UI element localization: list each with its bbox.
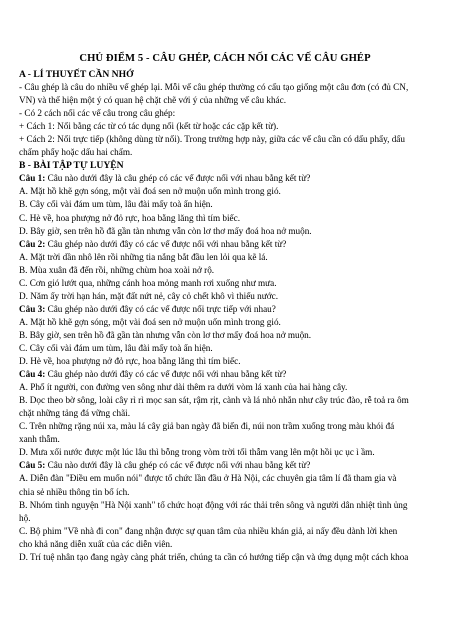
question-number: Câu 5:	[19, 460, 46, 471]
theory-line: - Câu ghép là câu do nhiều vế ghép lại. Mỗi vế câu ghép thường có cấu tạo giống một câu đơn (có đủ CN,	[19, 82, 409, 93]
answer-option: C. Hè về, hoa phượng nở đỏ rực, hoa bằng lăng thì tím biếc.	[19, 212, 240, 223]
question-number: Câu 3:	[19, 303, 46, 314]
answer-option: xanh thẫm.	[19, 434, 60, 445]
section-b-heading: B - BÀI TẬP TỰ LUYỆN	[19, 160, 124, 172]
question-text: Câu nào dưới đây là câu ghép có các vế được nối với nhau bằng kết từ?	[45, 460, 311, 471]
question-number: Câu 4:	[19, 369, 46, 380]
theory-line: + Cách 1: Nối bằng các từ có tác dụng nối (kết từ hoặc các cặp kết từ).	[19, 121, 279, 132]
answer-option: A. Mặt hồ khẽ gợn sóng, một vài đoá sen nở muộn uốn mình trong gió.	[19, 316, 281, 327]
answer-option: A. Phố ít người, con đường ven sông như dài thêm ra dưới vòm lá xanh của hai hàng cây.	[19, 382, 348, 393]
answer-option: B. Cây cối vài đám um tùm, lâu đài mấy toà ẩn hiện.	[19, 199, 213, 210]
question-text: Câu ghép nào dưới đây có các vế được nối với nhau bằng kết từ?	[45, 238, 287, 249]
theory-line: - Có 2 cách nối các vế câu trong câu ghép:	[19, 108, 176, 119]
answer-option: C. Cây cối vài đám um tùm, lâu đài mấy toà ẩn hiện.	[19, 342, 213, 353]
answer-option: D. Bây giờ, sen trên hồ đã gần tàn nhưng vẫn còn lơ thơ mấy đoá hoa nở muộn.	[19, 225, 312, 236]
question-5	[19, 459, 433, 472]
question-3	[19, 303, 433, 316]
answer-option: D. Năm ấy trời hạn hán, mặt đất nứt nẻ, cây cỏ chết khô vì thiếu nước.	[19, 290, 278, 301]
answer-option: C. Cơn gió lướt qua, những cánh hoa mỏng manh rơi xuống như mưa.	[19, 277, 277, 288]
question-number: Câu 2:	[19, 238, 46, 249]
answer-option: D. Mưa xối nước được một lúc lâu thì bỗng trong vòm trời tối thẫm vang lên một hồi ục ục ì ầm.	[19, 447, 375, 458]
theory-line: chấm phẩy hoặc dấu hai chấm.	[19, 147, 133, 158]
answer-option: C. Trên những rặng núi xa, màu lá cây giả ban ngày đã biến đi, núi non trầm xuống trong màu khói đá	[19, 421, 395, 432]
document-body	[19, 68, 433, 564]
question-2	[19, 238, 433, 251]
answer-option: cho khả năng diễn xuất của các diễn viên.	[19, 538, 173, 549]
theory-line: + Cách 2: Nối trực tiếp (không dùng từ nối). Trong trường hợp này, giữa các vế câu cần có dấu phẩy, dấu	[19, 134, 405, 145]
answer-option: A. Mặt hồ khẽ gợn sóng, một vài đoá sen nở muộn uốn mình trong gió.	[19, 186, 281, 197]
answer-option: D. Hè về, hoa phượng nở đỏ rực, hoa bằng lăng thì tím biếc.	[19, 356, 241, 367]
question-text: Câu ghép nào dưới đây có các vế được nối trực tiếp với nhau?	[45, 303, 276, 314]
answer-option: B. Bây giờ, sen trên hồ đã gần tàn nhưng vẫn còn lơ thơ mấy đoá hoa nở muộn.	[19, 329, 312, 340]
answer-option: hộ.	[19, 512, 31, 523]
answer-option: B. Dọc theo bờ sông, loài cây rì rì mọc san sát, rậm rịt, cành và lá nhỏ nhắn như cây trúc đào, rễ toả ra ôm	[19, 395, 409, 406]
document-title: CHỦ ĐIỂM 5 - CÂU GHÉP, CÁCH NỐI CÁC VẾ CÂU GHÉP	[79, 53, 371, 64]
answer-option: C. Bộ phim "Về nhà đi con" đang nhận được sự quan tâm của nhiều khán giả, ai nấy đều dành lời khen	[19, 525, 398, 536]
question-text: Câu ghép nào dưới đây có các vế được nối với nhau bằng kết từ?	[45, 369, 287, 380]
answer-option: chia sẻ nhiều thông tin bổ ích.	[19, 486, 130, 497]
answer-option: chặt những tảng đá vững chãi.	[19, 408, 130, 419]
answer-option: D. Trí tuệ nhân tạo đang ngày càng phát triển, chúng ta cần có hướng tiếp cận và ứng dụng một cách khoa	[19, 551, 409, 562]
theory-line: VN) và thể hiện một ý có quan hệ chặt chẽ với ý của những vế câu khác.	[19, 95, 286, 106]
question-number: Câu 1:	[19, 173, 46, 184]
question-4	[19, 368, 433, 381]
answer-option: A. Mặt trời dần nhô lên rồi những tia nắng bắt đầu len lỏi qua kẽ lá.	[19, 251, 268, 262]
answer-option: B. Nhóm tình nguyện "Hà Nội xanh" tổ chức hoạt động với rác thải trên sông và người dân nhiệt tình ủng	[19, 499, 408, 510]
question-text: Câu nào dưới đây là câu ghép có các vế được nối với nhau bằng kết từ?	[45, 173, 311, 184]
answer-option: B. Mùa xuân đã đến rồi, những chùm hoa xoài nở rộ.	[19, 264, 215, 275]
question-1	[19, 172, 433, 185]
answer-option: A. Diễn đàn "Điều em muốn nói" được tổ chức lần đầu ở Hà Nội, các chuyên gia tâm lí đã tham gia và	[19, 473, 397, 484]
section-a-heading: A - LÍ THUYẾT CẦN NHỚ	[19, 69, 134, 80]
